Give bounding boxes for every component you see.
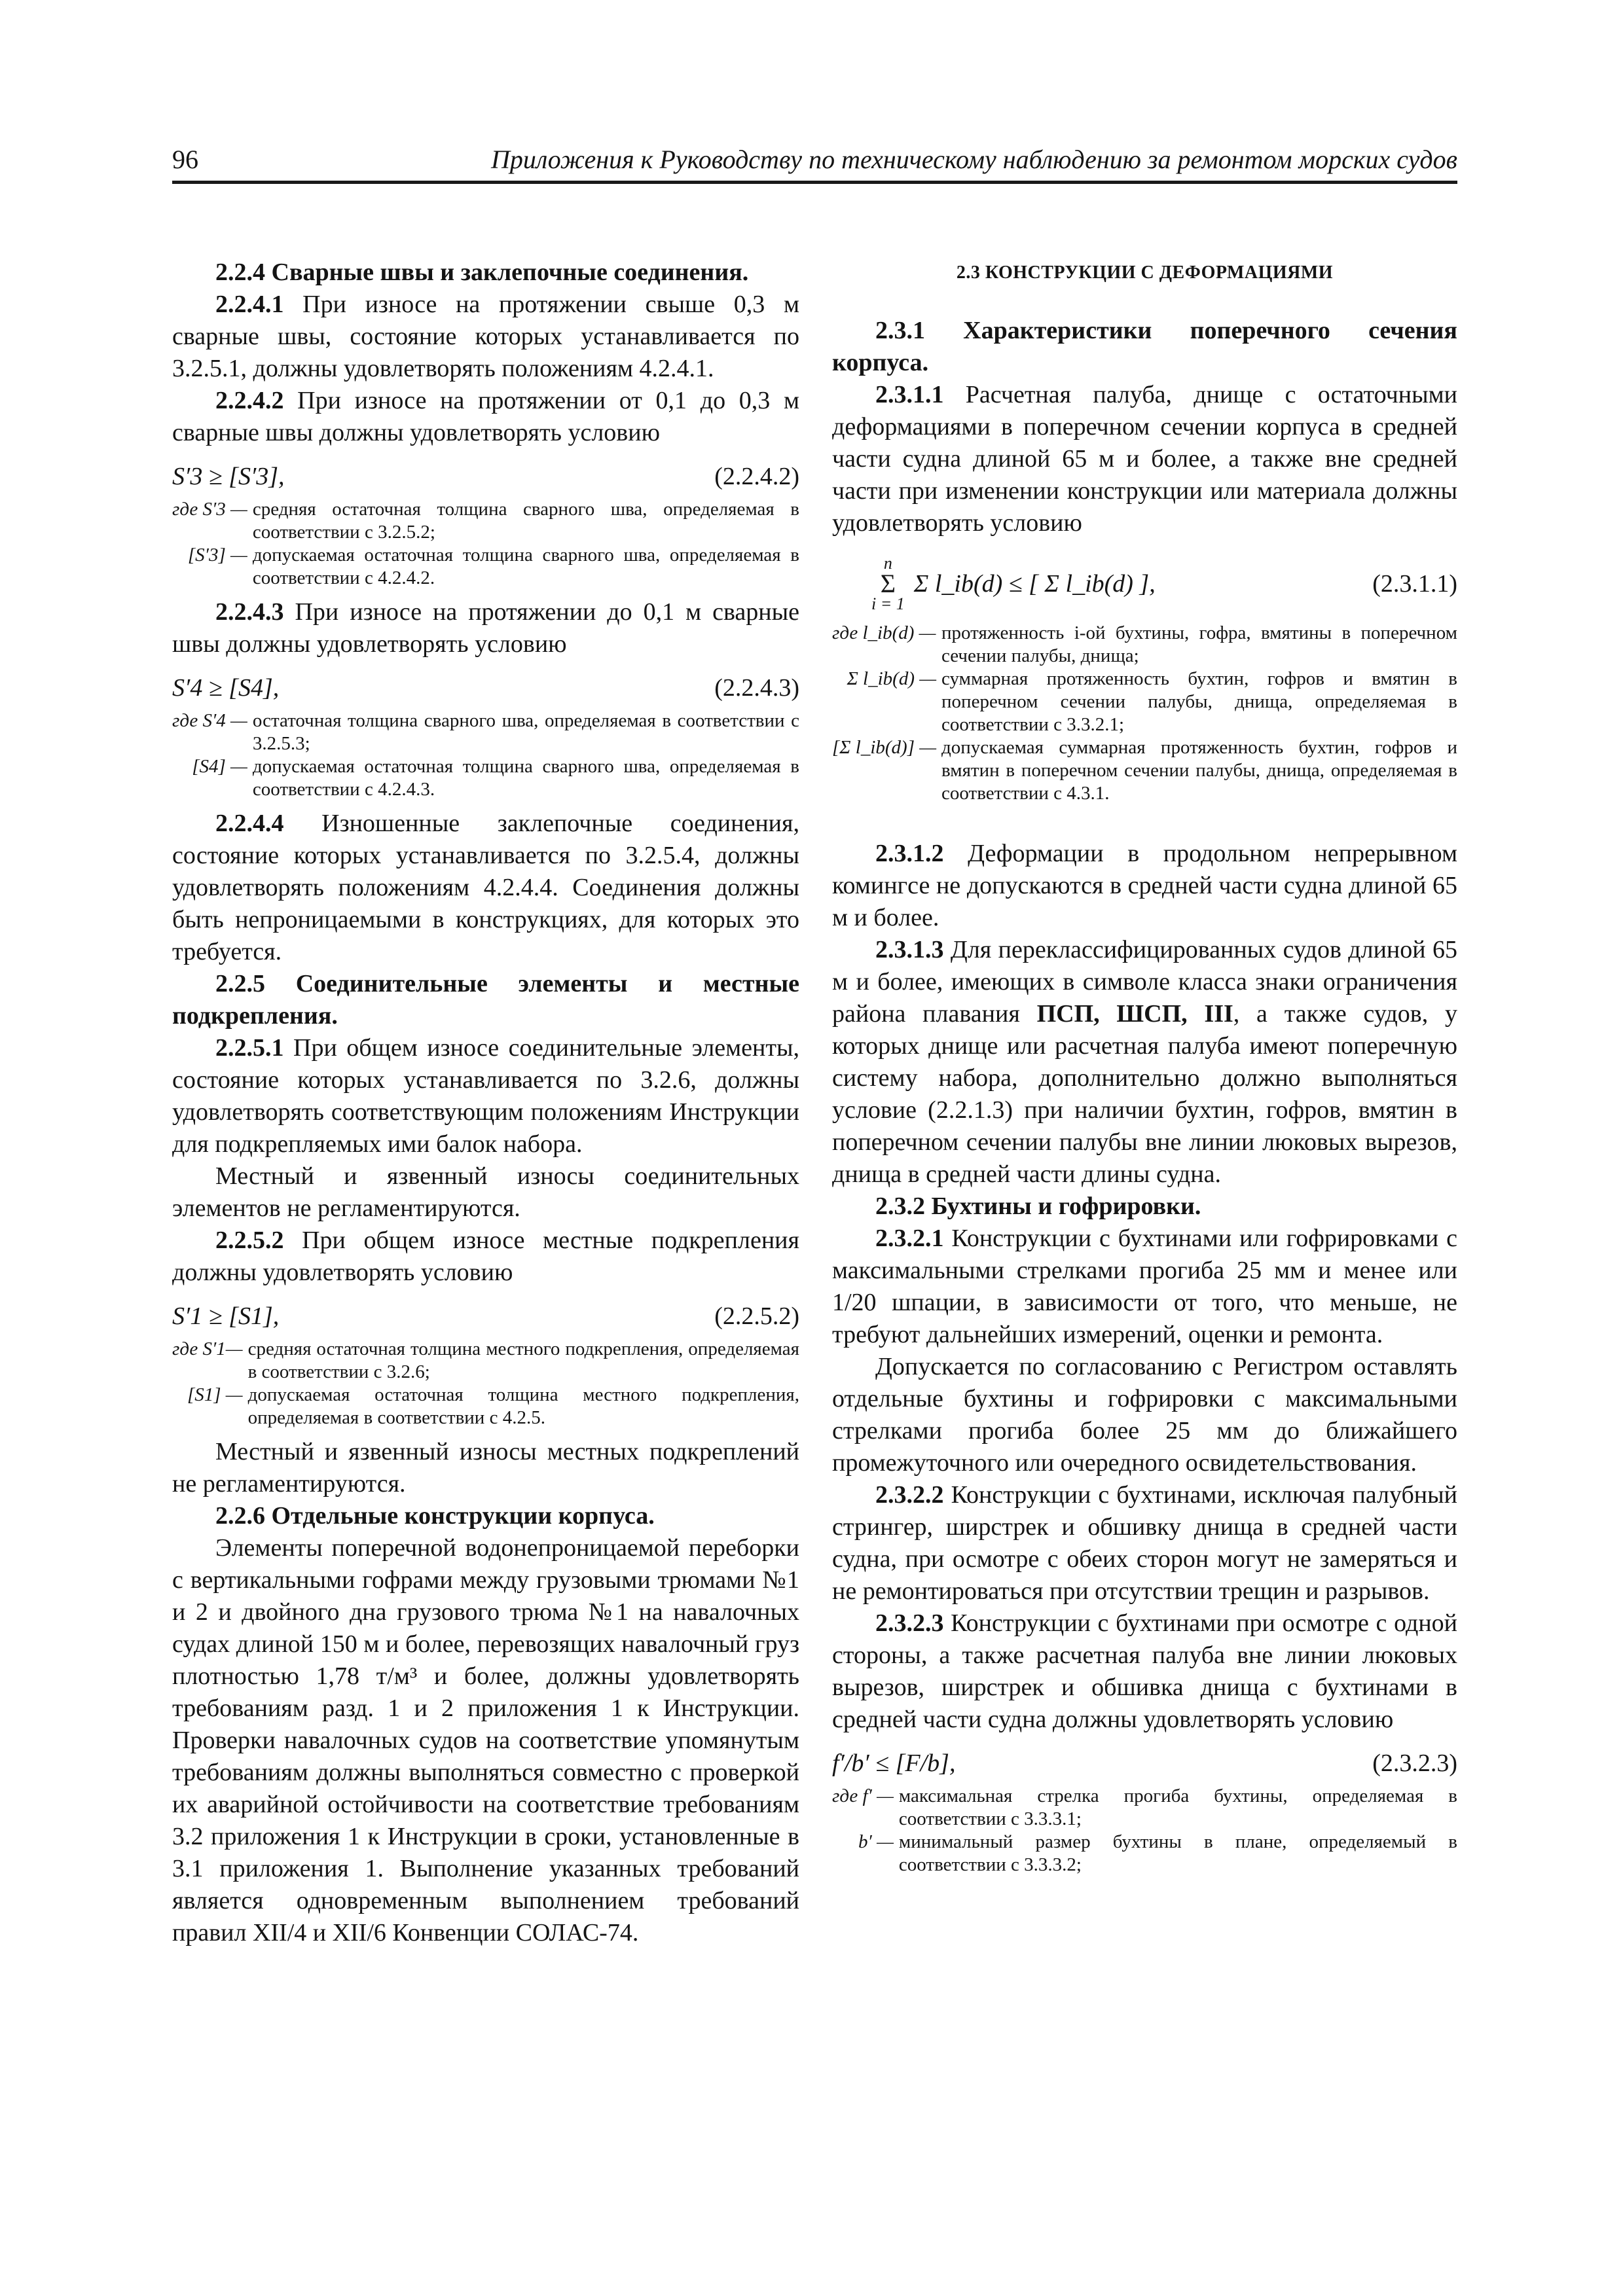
definition-row: где S′3 — средняя остаточная толщина сварного шва, определяемая в соответствии с 3.2.5.2; [172,499,799,543]
page-header [172,144,1457,184]
paragraph-2-2-4-1: 2.2.4.1 При износе на протяжении свыше 0,3 м сварные швы, состояние которых устанавливается по 3.2.5.1, должны удовлетворять положениям 4.2.4.1. [172,291,799,382]
definition-row: Σ l_ib(d) — суммарная протяженность бухтин, гофров и вмятин в поперечном сечении палубы, днища, определяемая в соответствии с 3.3.2.1; [847,668,1457,735]
definitions-2-2-4-3 [172,709,799,801]
paragraph-2-2-6: Элементы поперечной водонепроницаемой переборки с вертикальными гофрами между грузовыми трюмами №1 и 2 и двойного дна грузового трюма №1 на навалочных судах длиной 150 м и более, перевозящих навалочный груз плотностью 1,78 т/м³ и более, должны удовлетворять требованиям разд. 1 и 2 приложения 1 к Инструкции. Проверки навалочных судов на соответствие упомянутым требованиям должны выполняться совместно с проверкой их аварийной остойчивости на соответствие требованиям 3.2 приложения 1 к Инструкции в сроки, установленные в 3.1 приложения 1. Выполнение указанных требований является одновременным выполнением требований правил XII/4 и XII/6 Конвенции СОЛАС-74. [172,1534,799,1946]
heading-2-3-2: 2.3.2 Бухтины и гофрировки. [875,1193,1201,1220]
heading-2-2-5: 2.2.5 Соединительные элементы и местные подкрепления. [172,970,799,1030]
definition-row: где S′1— средняя остаточная толщина местного подкрепления, определяемая в соответствии с 3.2.6; [172,1338,799,1382]
formula-expression: Σ l_ib(d) ≤ [ Σ l_ib(d) ], [913,569,1156,598]
definitions-2-2-4-2 [172,498,799,590]
paragraph-2-3-1-3: 2.3.1.3 Для переклассифицированных судов длиной 65 м и более, имеющих в символе класса знаки ограничения района плавания ПСП, ШСП, III, а также судов, у которых днище или расчетная палуба имеют поперечную систему набора, дополнительно должно выполняться условие (2.2.1.3) при наличии бухтин, гофров, вмятин в поперечном сечении палубы вне линии люковых вырезов, днища в средней части длины судна. [832,936,1457,1188]
definitions-2-3-2-3 [832,1785,1457,1876]
section-title-2-3: 2.3 КОНСТРУКЦИИ С ДЕФОРМАЦИЯМИ [956,262,1334,283]
formula-number: (2.2.4.2) [714,463,799,490]
definition-row: [S4] — допускаемая остаточная толщина сварного шва, определяемая в соответствии с 4.2.4.3. [192,756,799,800]
paragraph-2-3-2-2: 2.3.2.2 Конструкции с бухтинами, исключая палубный стрингер, ширстрек и обшивку днища в средней части судна, при осмотре с обеих сторон могут не замеряться и не ремонтироваться при отсутствии трещин и разрывов. [832,1481,1457,1605]
definitions-2-2-5-2 [172,1338,799,1429]
definition-row: [S′3] — допускаемая остаточная толщина сварного шва, определяемая в соответствии с 4.2.4.2. [187,545,799,588]
formula-number: (2.2.5.2) [714,1302,799,1330]
paragraph-2-2-5-2-b: Местный и язвенный износы местных подкреплений не регламентируются. [172,1438,799,1498]
paragraph-2-2-5-1: 2.2.5.1 При общем износе соединительные элементы, состояние которых устанавливается по 3.2.6, должны удовлетворять соответствующим положениям Инструкции для подкрепляемых ими балок набора. [172,1034,799,1158]
heading-2-2-4: 2.2.4 Сварные швы и заклепочные соединения. [215,259,749,286]
definitions-2-3-1-1 [832,622,1457,805]
paragraph-2-3-2-1-b: Допускается по согласованию с Регистром оставлять отдельные бухтины и гофрировки с максимальными стрелками прогиба более 25 мм до ближайшего промежуточного или очередного освидетельствования. [832,1353,1457,1477]
running-title: Приложения к Руководству по техническому наблюдению за ремонтом морских судов [490,145,1457,174]
paragraph-2-2-4-4: 2.2.4.4 Изношенные заклепочные соединения, состояние которых устанавливается по 3.2.5.4, должны удовлетворять положениям 4.2.4.4. Соединения должны быть непроницаемыми в конструкциях, для которых это требуется. [172,810,799,965]
paragraph-2-2-5-2: 2.2.5.2 При общем износе местные подкрепления должны удовлетворять условию [172,1227,799,1286]
definition-row: где l_ib(d) — протяженность i-ой бухтины, гофра, вмятины в поперечном сечении палубы, днища; [832,622,1457,666]
formula-2-2-4-2 [172,461,799,493]
formula-expression: f′/b′ ≤ [F/b], [832,1749,956,1777]
definition-row: b′ — минимальный размер бухтины в плане, определяемый в соответствии с 3.3.3.2; [858,1831,1457,1875]
paragraph-2-3-2-3: 2.3.2.3 Конструкции с бухтинами при осмотре с одной стороны, а также расчетная палуба вне линии люковых вырезов, ширстрек и обшивка днища с бухтинами в средней части судна должны удовлетворять условию [832,1609,1457,1733]
definition-row: [Σ l_ib(d)] — допускаемая суммарная протяженность бухтин, гофров и вмятин в поперечном сечении палубы, днища, определяемая в соответствии с 4.3.1. [832,737,1457,804]
formula-2-2-4-3 [172,672,799,704]
formula-2-2-5-2 [172,1300,799,1333]
paragraph-2-3-2-1: 2.3.2.1 Конструкции с бухтинами или гофрировками с максимальными стрелками прогиба 25 мм и менее или 1/20 шпации, в зависимости от того, что меньше, не требуют дальнейших измерений, оценки и ремонта. [832,1225,1457,1348]
summation-limits: n Σ i = 1 [871,554,905,613]
formula-2-3-2-3 [832,1748,1457,1780]
formula-expression: S′1 ≥ [S1], [172,1302,280,1330]
paragraph-2-3-1-1: 2.3.1.1 Расчетная палуба, днище с остаточными деформациями в поперечном сечении корпуса в средней части судна длиной 65 м и более, а также вне средней части при изменении конструкции или материала должны удовлетворять условию [832,381,1457,537]
heading-2-3-1: 2.3.1 Характеристики поперечного сечения корпуса. [832,317,1457,376]
right-column [832,257,1457,1883]
paragraph-2-2-4-3: 2.2.4.3 При износе на протяжении до 0,1 м сварные швы должны удовлетворять условию [172,598,799,658]
paragraph-2-3-1-2: 2.3.1.2 Деформации в продольном непрерывном комингсе не допускаются в средней части судна длиной 65 м и более. [832,840,1457,931]
formula-number: (2.3.1.1) [1372,569,1457,598]
formula-number: (2.3.2.3) [1372,1749,1457,1777]
formula-number: (2.2.4.3) [714,674,799,702]
definition-row: [S1] — допускаемая остаточная толщина местного подкрепления, определяемая в соответствии с 4.2.5. [187,1384,799,1428]
formula-expression: S′4 ≥ [S4], [172,674,280,702]
paragraph-2-2-4-2: 2.2.4.2 При износе на протяжении от 0,1 до 0,3 м сварные швы должны удовлетворять условию [172,387,799,446]
formula-expression: S′3 ≥ [S′3], [172,463,285,490]
formula-2-3-1-1 [832,551,1457,617]
paragraph-2-2-5-1-b: Местный и язвенный износы соединительных элементов не регламентируются. [172,1162,799,1222]
page-number: 96 [172,145,198,174]
left-column [172,257,799,1949]
heading-2-2-6: 2.2.6 Отдельные конструкции корпуса. [215,1502,655,1530]
definition-row: где f′ — максимальная стрелка прогиба бухтины, определяемая в соответствии с 3.3.3.1; [832,1785,1457,1829]
definition-row: где S′4 — остаточная толщина сварного шва, определяемая в соответствии с 3.2.5.3; [172,710,799,754]
